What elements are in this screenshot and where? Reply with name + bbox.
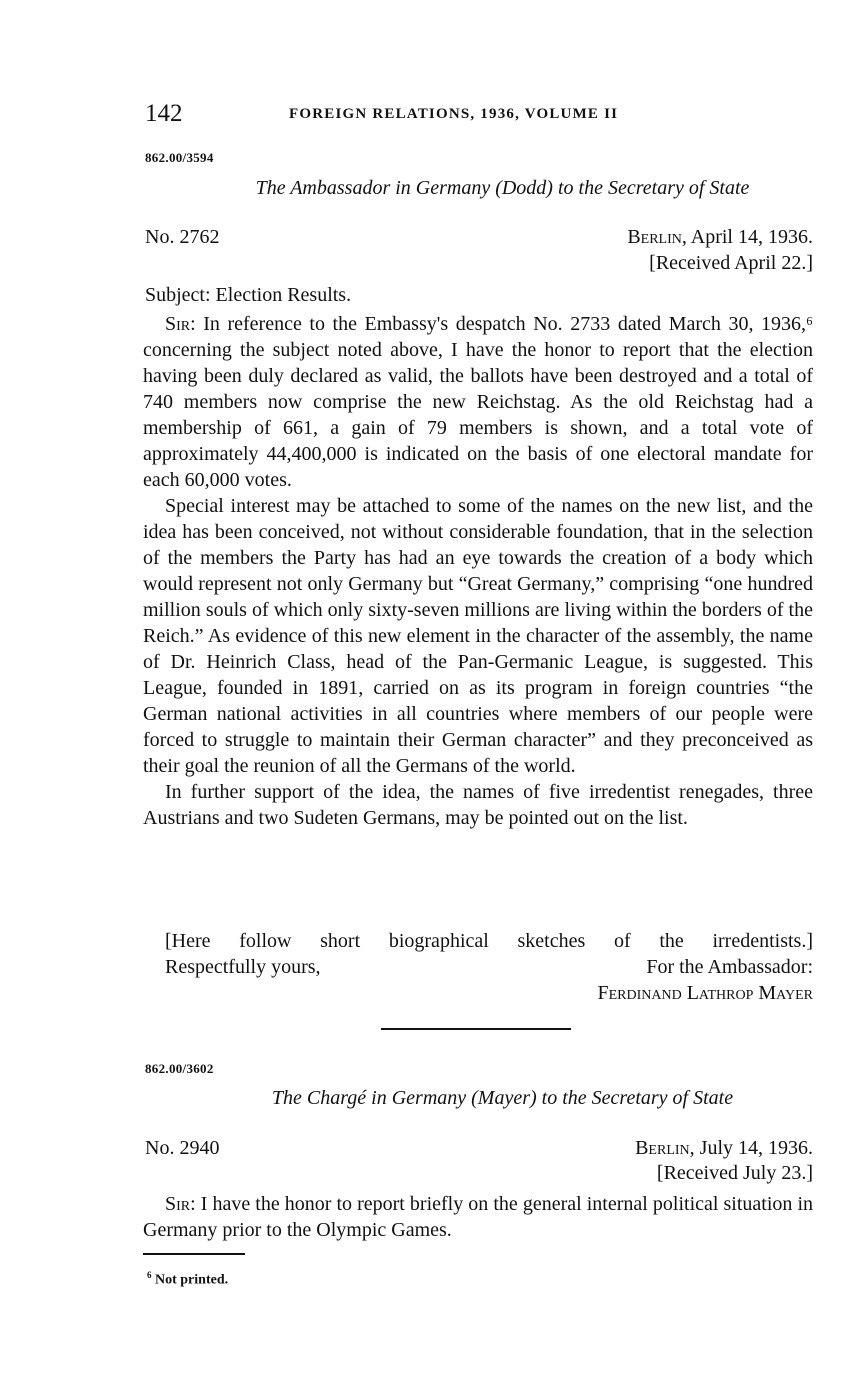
doc2-salutation: Sir	[165, 1193, 191, 1215]
doc1-paragraph-2: Special interest may be attached to some of the names on the new list, and the idea has been conceived, not without considerable foundation, that in the selection of the members the Party has had an eye towards the creation of a body which would represent not only Germany but “Great Germany,” comprising “one hundred million souls of which only sixty-seven millions are living within the borders of the Reich.” As evidence of this new element in the character of the assembly, the name of Dr. Heinrich Class, head of the Pan-Germanic League, is suggested. This League, founded in 1891, carried on as its program in foreign countries “the German national activities in all countries where members of our people were forced to struggle to maintain their German character” and they preconceived as their goal the reunion of all the Germans of the world.	[143, 495, 813, 777]
section-divider	[381, 1028, 571, 1030]
doc2-body	[143, 1191, 813, 1243]
doc1-dateline	[627, 224, 813, 250]
doc2-despatch-number: No. 2940	[145, 1137, 220, 1159]
doc1-bracket-note: [Here follow short biographical sketches of the irredentists.]	[165, 930, 813, 952]
doc1-heading: The Ambassador in Germany (Dodd) to the Secretary of State	[255, 177, 750, 199]
doc1-received: [Received April 22.]	[649, 252, 813, 274]
file-number-2: 862.00/3602	[145, 1061, 214, 1076]
footnote	[147, 1270, 228, 1289]
doc2-heading: The Chargé in Germany (Mayer) to the Secretary of State	[271, 1087, 734, 1109]
doc2-place: Berlin	[635, 1137, 690, 1159]
doc1-place: Berlin	[627, 226, 682, 248]
doc2-paragraph-1	[143, 1191, 813, 1243]
doc1-despatch-number: No. 2762	[145, 226, 220, 248]
doc2-dateline	[635, 1135, 813, 1161]
doc2-received: [Received July 23.]	[656, 1162, 813, 1184]
footnote-rule	[143, 1253, 245, 1255]
doc1-for-line: For the Ambassador:	[646, 956, 813, 978]
doc1-salutation: Sir	[165, 313, 191, 335]
file-number-1: 862.00/3594	[145, 150, 214, 165]
doc2-date: , July 14, 1936.	[689, 1137, 813, 1159]
doc2-paragraph-1-text: : I have the honor to report briefly on the general internal political situation in Germany prior to the Olympic Games.	[143, 1193, 813, 1241]
running-head: FOREIGN RELATIONS, 1936, VOLUME II	[289, 106, 619, 122]
footnote-text: Not printed.	[155, 1272, 229, 1288]
doc1-paragraph-3: In further support of the idea, the names of five irredentist renegades, three Austrians and two Sudeten Germans, may be pointed out on the list.	[143, 781, 813, 829]
doc1-date: , April 14, 1936.	[681, 226, 813, 248]
doc1-body	[143, 311, 813, 831]
doc1-closing: Respectfully yours,	[165, 956, 321, 978]
doc1-subject: Subject: Election Results.	[145, 284, 352, 306]
footnote-mark: 6	[147, 1270, 152, 1280]
page-number: 142	[145, 100, 183, 127]
doc1-paragraph-1	[143, 311, 813, 493]
doc1-paragraph-1-text: : In reference to the Embassy's despatch No. 2733 dated March 30, 1936,⁶ concerning the subject noted above, I have the honor to report that the election having been duly declared as valid, the ballots have been destroyed and a total of 740 members now comprise the new Reichstag. As the old Reichstag had a membership of 661, a gain of 79 members is shown, and a total vote of approximately 44,400,000 is indicated on the basis of one electoral mandate for each 60,000 votes.	[143, 313, 813, 491]
doc1-signature: Ferdinand Lathrop Mayer	[597, 982, 813, 1004]
